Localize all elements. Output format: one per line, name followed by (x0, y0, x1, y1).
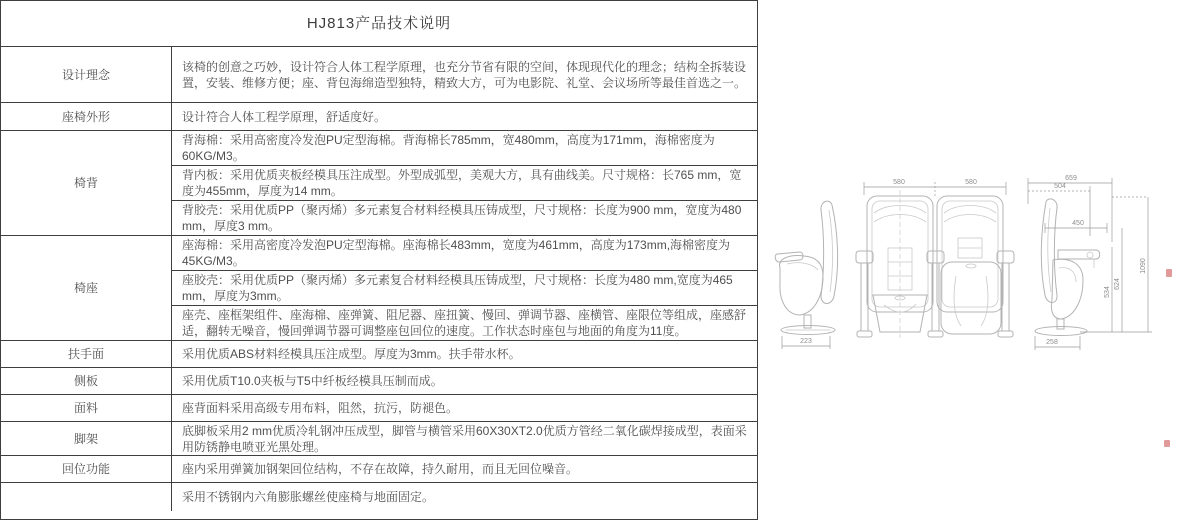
dimension-label: 1090 (1140, 258, 1147, 274)
spec-row-seat (1, 235, 757, 340)
dimension-label: 450 (1072, 220, 1084, 227)
scan-artifact (1164, 440, 1170, 447)
row-label: 侧板 (1, 368, 172, 394)
dimension-label: 534 (1104, 286, 1111, 298)
armrest-left (856, 251, 873, 337)
dimension-label: 659 (1065, 175, 1077, 182)
page-title: HJ813产品技术说明 (306, 14, 452, 32)
row-cell: 设计符合人体工程学原理，舒适度好。 (182, 109, 387, 124)
spec-row-fabric (1, 394, 757, 421)
scan-artifact (1166, 269, 1172, 277)
row-cell: 背胶壳：采用优质PP（聚丙烯）多元素复合材料经模具压铸成型，尺寸规格：长度为900 mm，宽度为480 mm，厚度3 mm。 (172, 200, 757, 235)
side-view-right-drawing (1028, 175, 1152, 350)
row-cell: 座胶壳：采用优质PP（聚丙烯）多元素复合材料经模具压铸成型，尺寸规格：长度为480 mm,宽度为465 mm，厚度为3mm。 (172, 270, 757, 305)
row-cell: 座背面料采用高级专用布料，阻然，抗污，防褪色。 (182, 401, 459, 415)
spec-row-design-concept (1, 46, 757, 102)
row-label: 脚架 (1, 422, 172, 455)
row-cell: 背内板：采用优质夹板经模具压注成型。外型成弧型，美观大方，具有曲线美。尺寸规格：长765 mm，宽度为455mm，厚度为14 mm。 (172, 165, 757, 200)
spec-row-leg-frame (1, 421, 757, 455)
row-cell: 座壳、座框架组件、座海棉、座弹簧、阻尼器、座扭簧、慢回、弹调节器、座横管、座限位等组成，座感舒适，翻转无噪音，慢回弹调节器可调整座包回位的速度。工作状态时座包与地面的角度为11度。 (172, 305, 757, 340)
row-cell: 采用优质ABS材料经模具压注成型。厚度为3mm。扶手带水杯。 (182, 347, 521, 361)
dimension-label: 580 (965, 179, 977, 186)
spec-row-floor-fixing (1, 482, 757, 511)
technical-drawing-panel (760, 0, 1178, 520)
row-cell: 背海棉：采用高密度冷发泡PU定型海棉。背海棉长785mm，宽480mm，高度为171mm，海棉密度为60KG/M3。 (182, 133, 715, 163)
row-cell: 采用不锈钢内六角膨胀螺丝使座椅与地面固定。 (182, 490, 435, 504)
row-cell: 该椅的创意之巧妙，设计符合人体工程学原理，也充分节省有限的空间，体现现代化的理念；结构全拆装设置，安装、维修方便；座、背包海绵造型独特，精致大方，可为电影院、礼堂、会议场所等最佳首选之一。 (182, 59, 747, 90)
row-label (1, 483, 172, 511)
row-label: 回位功能 (1, 456, 172, 482)
spec-row-return-function (1, 455, 757, 482)
chair-technical-drawing (760, 0, 1178, 520)
row-cell: 座内采用弹簧加钢架回位结构，不存在故障，持久耐用，而且无回位噪音。 (182, 462, 579, 476)
dimension-label: 624 (1114, 278, 1121, 290)
row-label: 设计理念 (1, 47, 172, 102)
row-label: 座椅外形 (1, 103, 172, 130)
spec-row-seat-shape (1, 102, 757, 130)
row-cell: 底脚板采用2 mm优质冷轧钢冲压成型，脚管与横管采用60X30XT2.0优质方管经二氧化碳焊接成型，表面采用防锈静电喷亚光黑处理。 (182, 423, 747, 454)
row-cell: 采用优质T10.0夹板与T5中纤板经模具压制而成。 (182, 374, 443, 388)
row-cell: 座海棉：采用高密度冷发泡PU定型海棉。座海棉长483mm，宽度为461mm，高度为173mm,海棉密度为45KG/M3。 (182, 238, 731, 268)
row-label: 椅座 (1, 236, 172, 340)
row-label: 椅背 (1, 131, 172, 235)
row-label: 扶手面 (1, 341, 172, 367)
row-label: 面料 (1, 395, 172, 421)
dimension-label: 258 (1046, 339, 1058, 346)
side-view-left-drawing (775, 201, 837, 349)
dimension-label: 223 (800, 338, 812, 345)
spec-row-armrest (1, 340, 757, 367)
dimension-label: 580 (893, 179, 905, 186)
spec-row-side-panel (1, 367, 757, 394)
dimension-label: 504 (1054, 183, 1066, 190)
spec-row-backrest (1, 130, 757, 235)
armrest-right (997, 251, 1014, 337)
front-view-drawing (856, 179, 1014, 338)
table-title-row (1, 1, 757, 46)
